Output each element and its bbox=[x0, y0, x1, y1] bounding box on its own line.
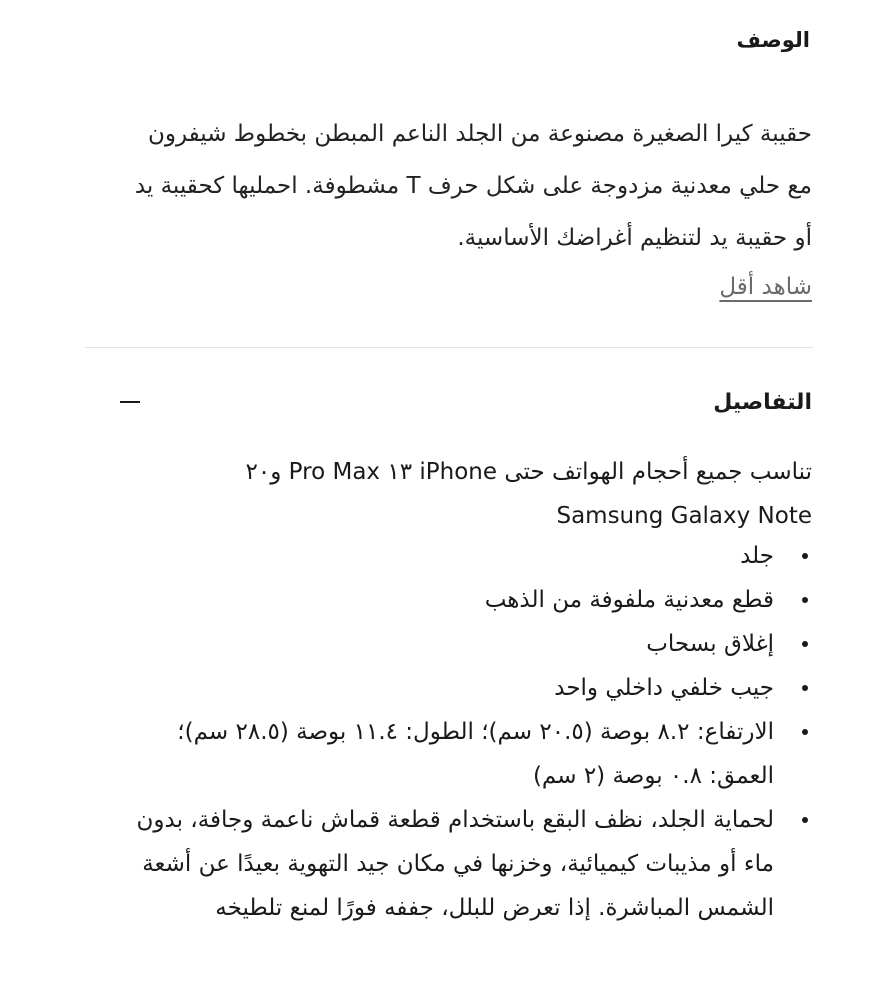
description-text: حقيبة كيرا الصغيرة مصنوعة من الجلد الناعم المبطن بخطوط شيفرون مع حلي معدنية مزدوجة على شكل حرف T مشطوفة. احمليها كحقيبة يد أو حقيبة يد لتنظيم أغراضك الأساسية. bbox=[134, 121, 812, 251]
details-heading: التفاصيل bbox=[713, 389, 812, 415]
minus-icon[interactable] bbox=[110, 382, 150, 422]
list-item: الارتفاع: ٨.٢ بوصة (٢٠.٥ سم)؛ الطول: ١١.٤ بوصة (٢٨.٥ سم)؛ العمق: ٠.٨ بوصة (٢ سم) bbox=[132, 710, 812, 798]
list-item: جيب خلفي داخلي واحد bbox=[132, 666, 812, 710]
details-compatibility-text: تناسب جميع أحجام الهواتف حتى iPhone ١٣ Pro Max و٢٠ Samsung Galaxy Note bbox=[245, 459, 812, 529]
description-heading: الوصف bbox=[736, 28, 810, 52]
list-item: جلد bbox=[132, 534, 812, 578]
details-accordion-header[interactable] bbox=[110, 380, 812, 424]
list-item: لحماية الجلد، نظف البقع باستخدام قطعة قماش ناعمة وجافة، بدون ماء أو مذيبات كيميائية، وخزنها في مكان جيد التهوية بعيدًا عن أشعة الشمس المباشرة. إذا تعرض للبلل، جففه فورًا لمنع تلطيخه bbox=[132, 798, 812, 930]
see-less-link[interactable]: شاهد أقل bbox=[719, 274, 812, 300]
details-list bbox=[132, 534, 812, 930]
section-divider bbox=[85, 347, 813, 348]
list-item: إغلاق بسحاب bbox=[132, 622, 812, 666]
list-item: قطع معدنية ملفوفة من الذهب bbox=[132, 578, 812, 622]
